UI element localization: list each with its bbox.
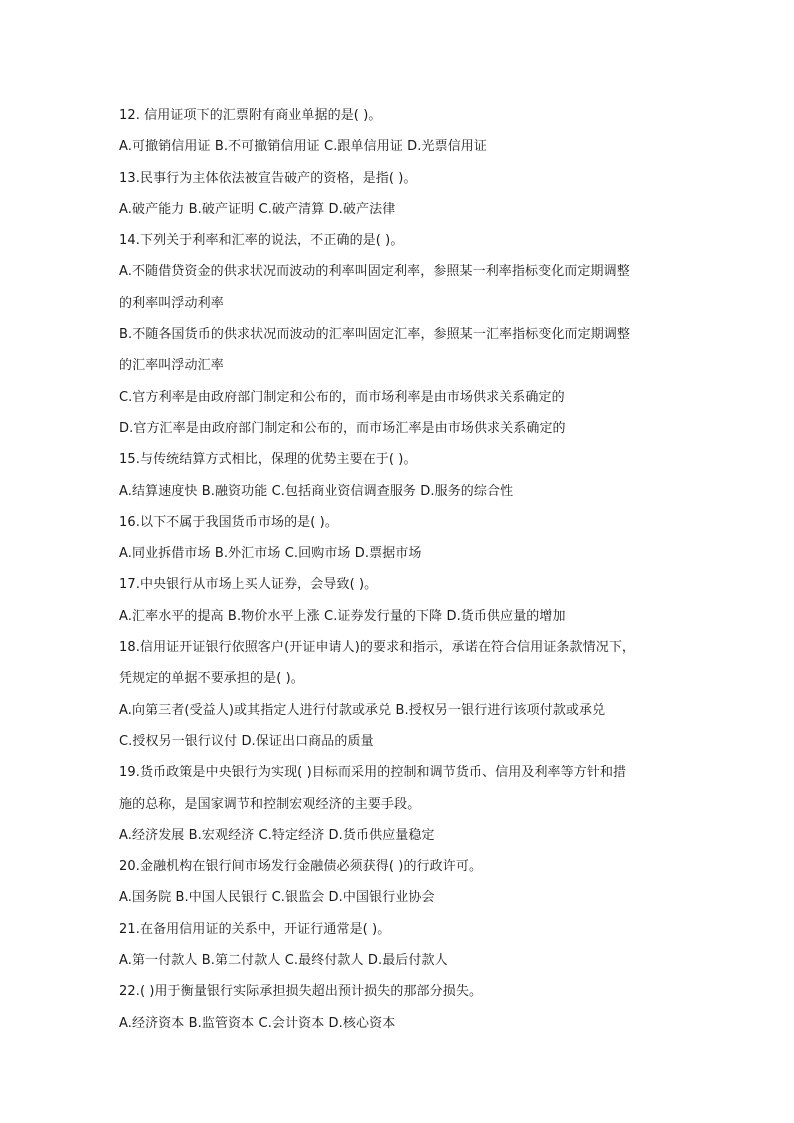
question-18: 18.信用证开证银行依照客户(开证申请人)的要求和指示，承诺在符合信用证条款情况下， bbox=[119, 640, 636, 656]
question-22: 22.( )用于衡量银行实际承担损失超出预计损失的那部分损失。 bbox=[119, 984, 483, 1000]
question-18-options-ab: A.向第三者(受益人)或其指定人进行付款或承兑 B.授权另一银行进行该项付款或承兑 bbox=[119, 702, 606, 718]
question-17-options: A.汇率水平的提高 B.物价水平上涨 C.证券发行量的下降 D.货币供应量的增加 bbox=[119, 608, 566, 624]
question-19-options: A.经济发展 B.宏观经济 C.特定经济 D.货币供应量稳定 bbox=[119, 827, 435, 843]
question-15: 15.与传统结算方式相比，保理的优势主要在于( )。 bbox=[119, 452, 417, 468]
question-21-options: A.第一付款人 B.第二付款人 C.最终付款人 D.最后付款人 bbox=[119, 953, 448, 969]
question-14-option-c: C.官方利率是由政府部门制定和公布的，而市场利率是由市场供求关系确定的 bbox=[119, 389, 565, 405]
question-13-options: A.破产能力 B.破产证明 C.破产清算 D.破产法律 bbox=[119, 201, 396, 217]
question-18-options-cd: C.授权另一银行议付 D.保证出口商品的质量 bbox=[119, 733, 374, 749]
question-16: 16.以下不属于我国货币市场的是( )。 bbox=[119, 514, 338, 530]
question-14-option-b: B.不随各国货币的供求状况而波动的汇率叫固定汇率，参照某一汇率指标变化而定期调整 bbox=[119, 327, 631, 343]
question-19: 19.货币政策是中央银行为实现( )目标而采用的控制和调节货币、信用及利率等方针和措 bbox=[119, 765, 627, 781]
question-15-options: A.结算速度快 B.融资功能 C.包括商业资信调查服务 D.服务的综合性 bbox=[119, 483, 514, 499]
question-17: 17.中央银行从市场上买人证券，会导致( )。 bbox=[119, 577, 378, 593]
question-12: 12. 信用证项下的汇票附有商业单据的是( )。 bbox=[119, 108, 382, 123]
question-16-options: A.同业拆借市场 B.外汇市场 C.回购市场 D.票据市场 bbox=[119, 546, 422, 562]
question-12-options: A.可撤销信用证 B.不可撤销信用证 C.跟单信用证 D.光票信用证 bbox=[119, 139, 487, 155]
question-22-options: A.经济资本 B.监管资本 C.会计资本 D.核心资本 bbox=[119, 1015, 396, 1031]
question-14-option-b-cont: 的汇率叫浮动汇率 bbox=[119, 358, 224, 374]
question-14-option-d: D.官方汇率是由政府部门制定和公布的，而市场汇率是由市场供求关系确定的 bbox=[119, 420, 566, 436]
question-14-option-a: A.不随借贷资金的供求状况而波动的利率叫固定利率，参照某一利率指标变化而定期调整 bbox=[119, 264, 630, 280]
question-14: 14.下列关于利率和汇率的说法，不正确的是( )。 bbox=[119, 233, 404, 249]
document-body bbox=[119, 100, 679, 1039]
question-20: 20.金融机构在银行间市场发行金融债必须获得( )的行政许可。 bbox=[119, 859, 483, 875]
question-18-cont: 凭规定的单据不要承担的是( )。 bbox=[119, 671, 304, 687]
question-19-cont: 施的总称，是国家调节和控制宏观经济的主要手段。 bbox=[119, 796, 421, 812]
question-20-options: A.国务院 B.中国人民银行 C.银监会 D.中国银行业协会 bbox=[119, 890, 435, 906]
question-14-option-a-cont: 的利率叫浮动利率 bbox=[119, 295, 224, 311]
question-21: 21.在备用信用证的关系中，开证行通常是( )。 bbox=[119, 921, 391, 937]
question-13: 13.民事行为主体依法被宣告破产的资格，是指( )。 bbox=[119, 170, 417, 186]
